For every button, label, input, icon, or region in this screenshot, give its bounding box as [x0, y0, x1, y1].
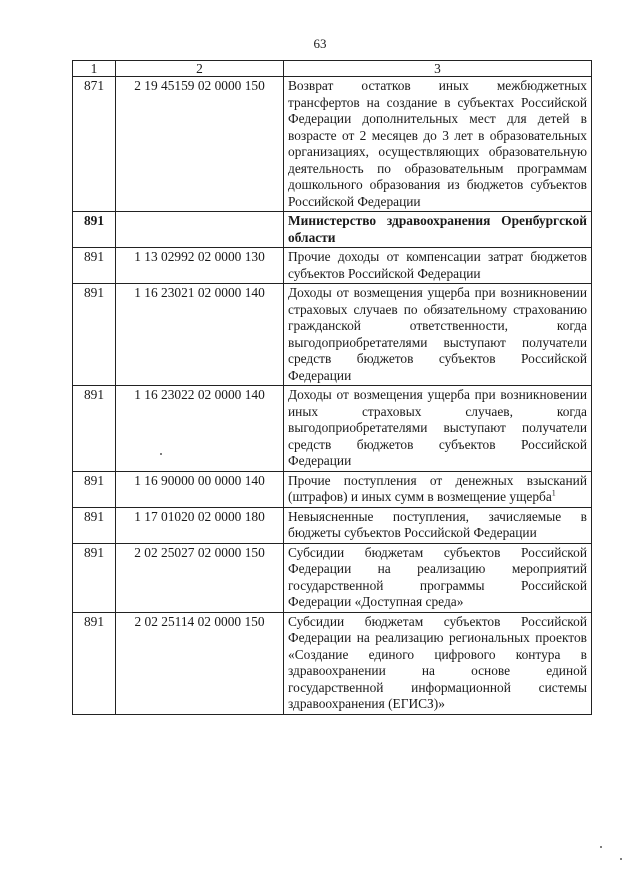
- table-row: [73, 543, 592, 612]
- admin-code-cell: 891: [73, 612, 116, 714]
- admin-code-cell: 891: [73, 386, 116, 472]
- table-row: [73, 471, 592, 507]
- budget-code-cell: [116, 212, 284, 248]
- table-row-section-heading: [73, 212, 592, 248]
- table-row: [73, 386, 592, 472]
- budget-code-cell: 2 19 45159 02 0000 150: [116, 77, 284, 212]
- description-cell: Доходы от возмещения ущерба при возникновении иных страховых случаев, когда выгодоприобретателями выступают получатели средств бюджетов субъектов Российской Федерации: [284, 386, 592, 472]
- budget-code-cell: 1 16 23021 02 0000 140: [116, 284, 284, 386]
- description-text: Прочие поступления от денежных взысканий (штрафов) и иных сумм в возмещение ущерба: [288, 472, 587, 504]
- column-header-2: 2: [116, 61, 284, 77]
- description-cell: [284, 471, 592, 507]
- admin-code-cell: 891: [73, 284, 116, 386]
- table-row: [73, 612, 592, 714]
- ministry-name-cell: Министерство здравоохранения Оренбургской области: [284, 212, 592, 248]
- footnote-marker: 1: [551, 488, 556, 498]
- description-cell: Невыясненные поступления, зачисляемые в бюджеты субъектов Российской Федерации: [284, 507, 592, 543]
- description-cell: Доходы от возмещения ущерба при возникновении страховых случаев по обязательному страхованию гражданской ответственности, когда выгодоприобретателями выступают получатели средств бюджетов субъектов Российской Федерации: [284, 284, 592, 386]
- budget-code-cell: 1 16 90000 00 0000 140: [116, 471, 284, 507]
- scan-speck: [160, 453, 162, 455]
- admin-code-cell: 891: [73, 471, 116, 507]
- revenue-codes-table: [72, 60, 592, 715]
- budget-code-cell: 1 17 01020 02 0000 180: [116, 507, 284, 543]
- budget-code-cell: 2 02 25027 02 0000 150: [116, 543, 284, 612]
- budget-code-cell: 2 02 25114 02 0000 150: [116, 612, 284, 714]
- description-cell: Субсидии бюджетам субъектов Российской Федерации на реализацию региональных проектов «Создание единого цифрового контура в здравоохранении на основе единой государственной информационной системы здравоохранения (ЕГИСЗ)»: [284, 612, 592, 714]
- column-header-3: 3: [284, 61, 592, 77]
- budget-code-cell: 1 16 23022 02 0000 140: [116, 386, 284, 472]
- admin-code-cell: 871: [73, 77, 116, 212]
- page-number: 63: [313, 36, 327, 51]
- table-row: [73, 77, 592, 212]
- admin-code-cell: 891: [73, 248, 116, 284]
- description-cell: Прочие доходы от компенсации затрат бюджетов субъектов Российской Федерации: [284, 248, 592, 284]
- table-header-row: [73, 61, 592, 77]
- table-row: [73, 284, 592, 386]
- description-cell: Возврат остатков иных межбюджетных трансфертов на создание в субъектах Российской Федерации дополнительных мест для детей в возрасте от 2 месяцев до 3 лет в образовательных организациях, осуществляющих образовательную деятельность по образовательным программам дошкольного образования из бюджетов субъектов Российской Федерации: [284, 77, 592, 212]
- description-cell: Субсидии бюджетам субъектов Российской Федерации на реализацию мероприятий государственной программы Российской Федерации «Доступная среда»: [284, 543, 592, 612]
- admin-code-cell: 891: [73, 543, 116, 612]
- scan-speck: [620, 858, 622, 860]
- admin-code-cell: 891: [73, 507, 116, 543]
- column-header-1: 1: [73, 61, 116, 77]
- admin-code-cell: 891: [73, 212, 116, 248]
- scan-speck: [600, 846, 602, 848]
- budget-code-cell: 1 13 02992 02 0000 130: [116, 248, 284, 284]
- table-row: [73, 507, 592, 543]
- table-row: [73, 248, 592, 284]
